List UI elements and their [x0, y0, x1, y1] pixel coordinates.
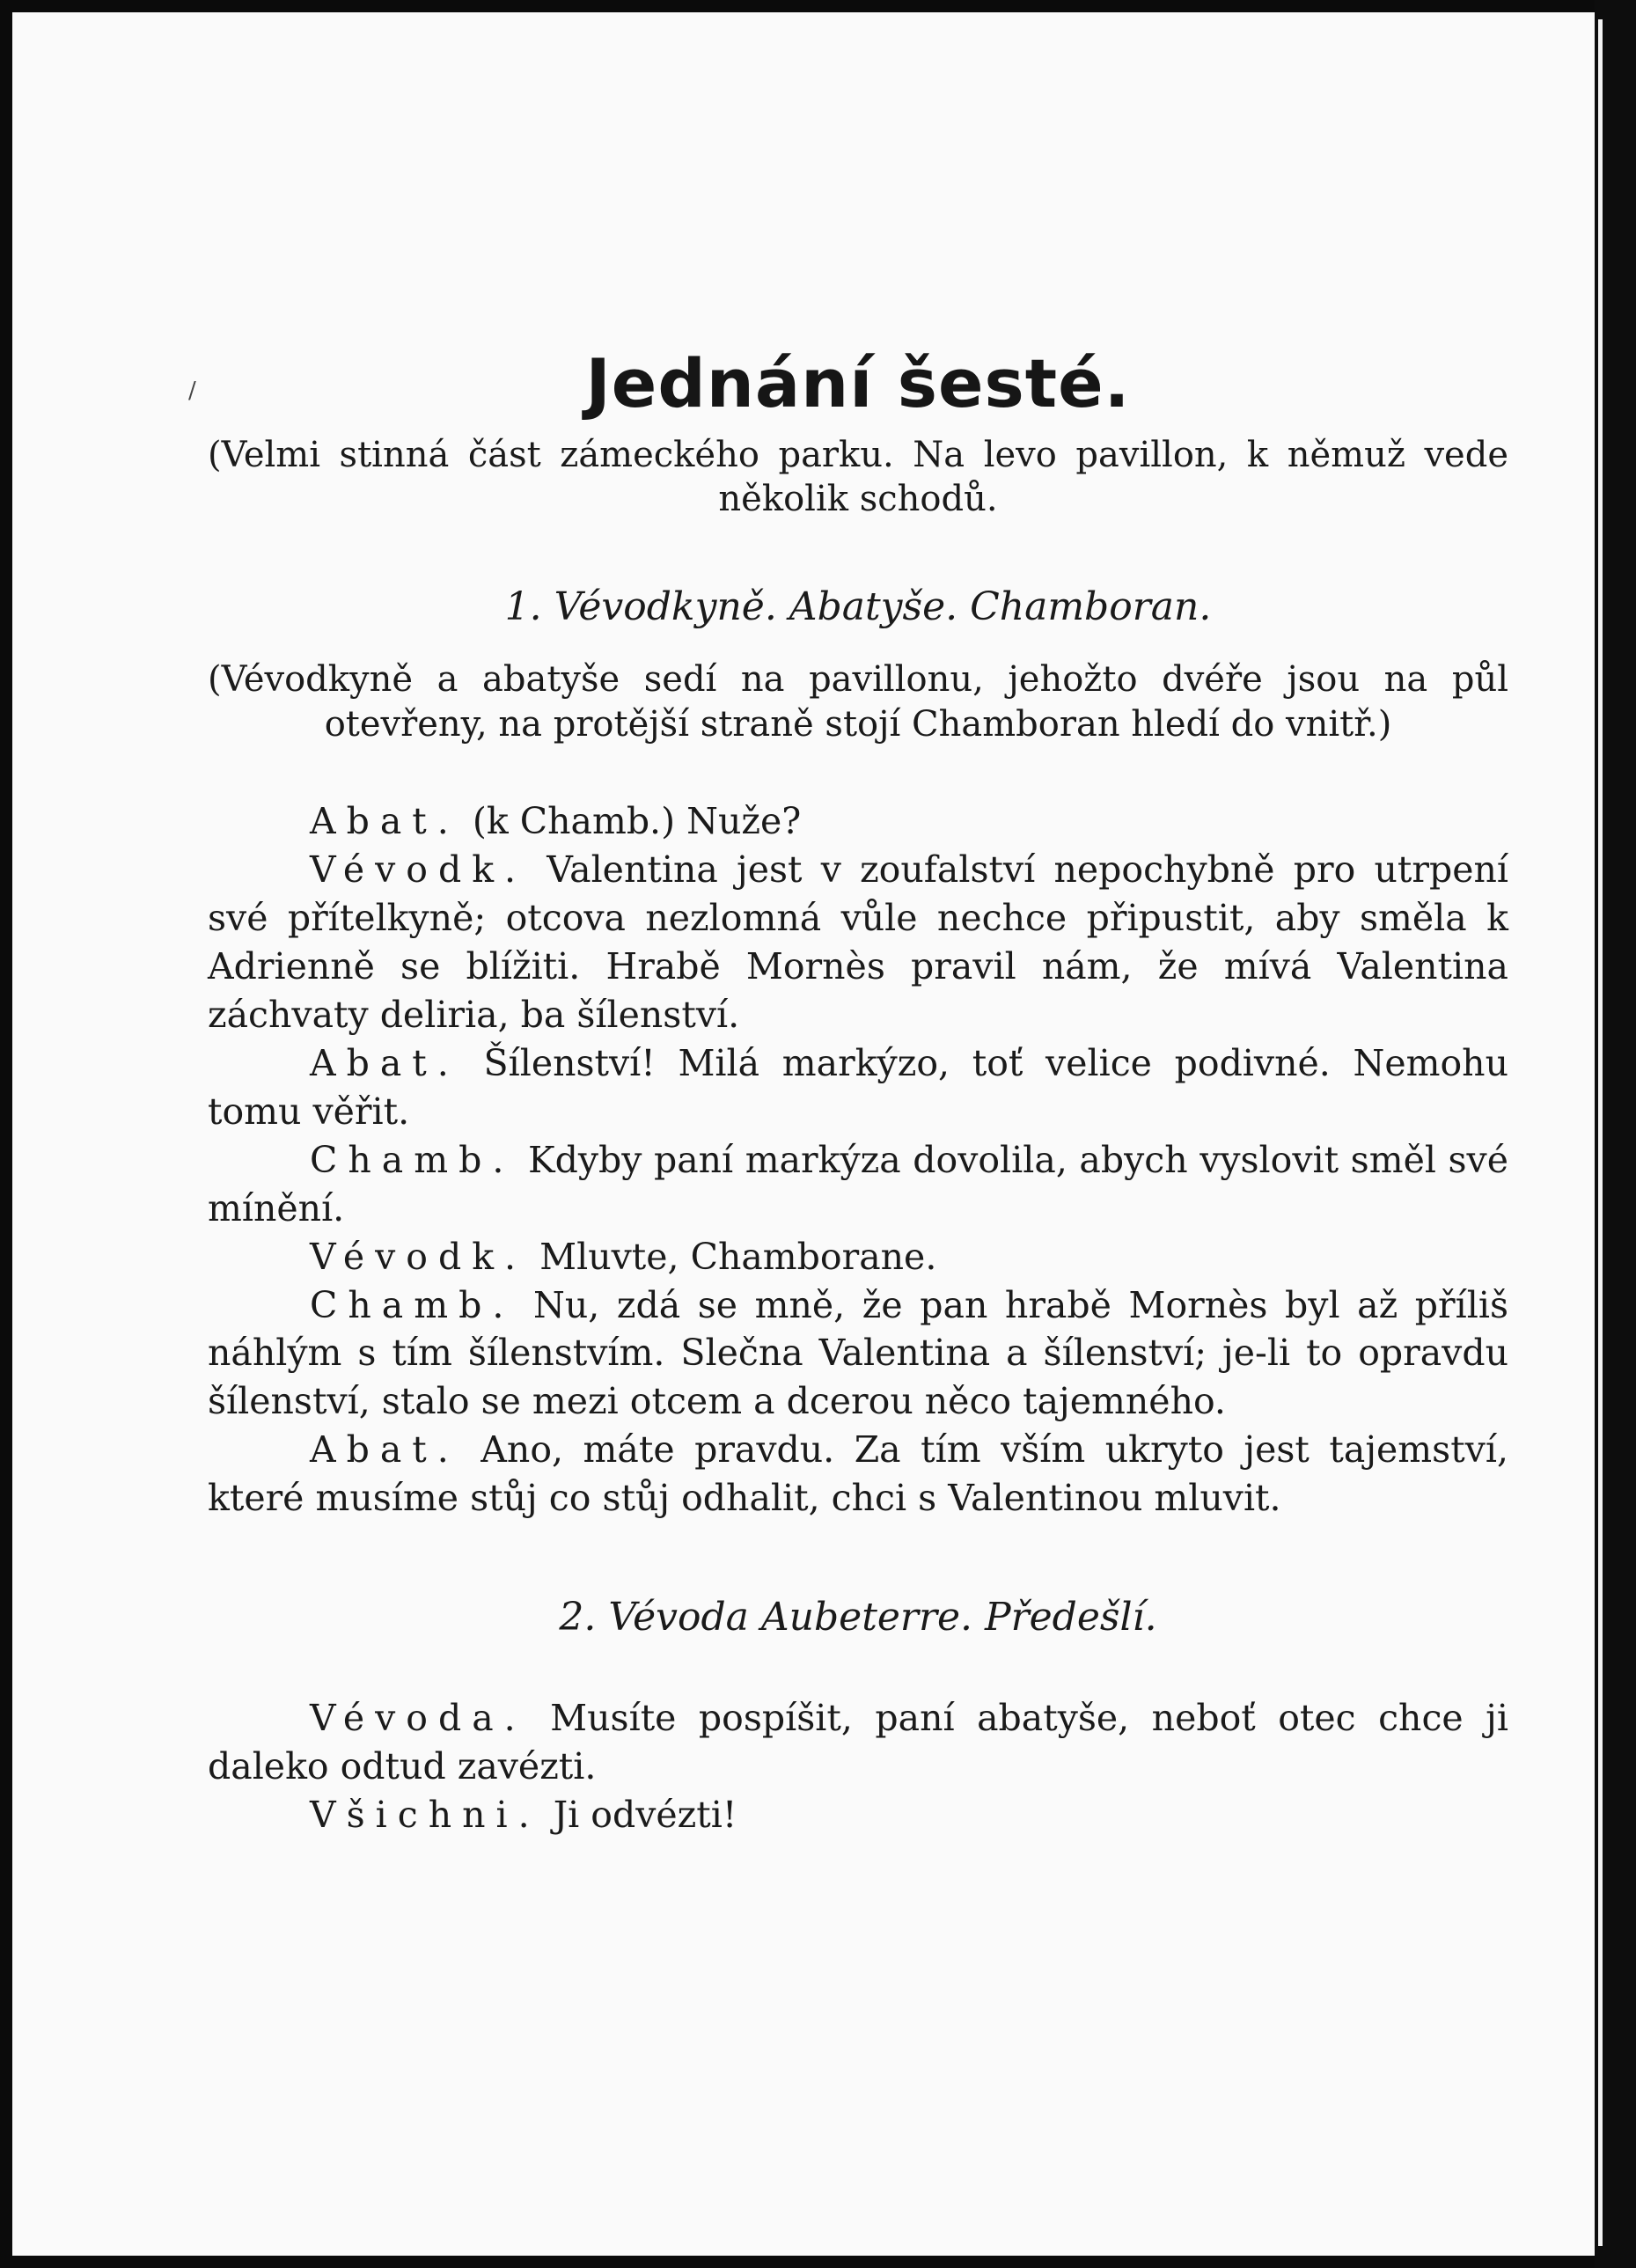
adjacent-page-edge [1598, 19, 1603, 2246]
dialogue-line [208, 1233, 1508, 1281]
speaker-name: Všichni. [310, 1794, 540, 1837]
line-text: Ano, máte pravdu. Za tím vším ukryto jest tajemství, které musíme stůj co stůj odhalit, chci s Valentinou mluvit. [208, 1428, 1508, 1520]
dialogue-line [208, 1136, 1508, 1233]
line-text: Ji odvézti! [541, 1794, 737, 1837]
stray-mark: / [188, 378, 196, 404]
line-text: Nu, zdá se mně, že pan hrabě Mornès byl až příliš náhlým s tím šílenstvím. Slečna Valentina a šílenství; je-li to opravdu šílenství, stalo se mezi otcem a dcerou něco tajemného. [208, 1283, 1508, 1423]
speaker-name: Abat. [310, 1041, 459, 1084]
book-page [12, 12, 1595, 2256]
speaker-name: Abat. [310, 800, 459, 843]
line-text: Mluvte, Chamborane. [528, 1235, 937, 1278]
line-text: Valentina jest v zoufalství nepochybně pro utrpení své přítelkyně; otcova nezlomná vůle nechce připustit, aby směla k Adrienně se blížiti. Hrabě Mornès pravil nám, že mívá Valentina záchvaty deliria, ba šílenství. [208, 848, 1508, 1036]
act-title: Jednání šesté. [585, 344, 1131, 422]
speaker-name: Vévodk. [310, 1235, 527, 1278]
opening-stage-direction: (Velmi stinná část zámeckého parku. Na levo pavillon, k němuž vede několik schodů. [208, 434, 1508, 519]
dialogue-line [208, 1791, 1508, 1839]
line-text: Musíte pospíšit, paní abatyše, neboť otec chce ji daleko odtud zavézti. [208, 1697, 1508, 1788]
dialogue-line [208, 846, 1508, 1039]
scene-1-dialogue [208, 797, 1508, 1523]
line-text: Šílenství! Milá markýzo, toť velice podivné. Nemohu tomu věřit. [208, 1041, 1508, 1133]
speaker-name: Chamb. [310, 1283, 515, 1326]
dialogue-line [208, 797, 1508, 846]
speaker-name: Vévodk. [310, 848, 527, 892]
line-text: (k Chamb.) Nuže? [460, 800, 802, 843]
dialogue-line [208, 1426, 1508, 1523]
speaker-name: Chamb. [310, 1138, 515, 1181]
scene-1-heading: 1. Vévodkyně. Abatyše. Chamboran. [504, 584, 1212, 630]
line-text: Kdyby paní markýza dovolila, abych vyslovit směl své mínění. [208, 1138, 1508, 1229]
page-content [208, 344, 1508, 1839]
speaker-name: Vévoda. [310, 1697, 526, 1740]
speaker-name: Abat. [310, 1428, 459, 1472]
scene-1-stage-direction: (Vévodkyně a abatyše sedí na pavillonu, jehožto dvéře jsou na půl otevřeny, na protější straně stojí Chamboran hledí do vnitř.) [208, 659, 1508, 745]
dialogue-line [208, 1039, 1508, 1136]
dialogue-line [208, 1281, 1508, 1427]
scene-2-heading: 2. Vévoda Aubeterre. Předešlí. [559, 1595, 1157, 1640]
dialogue-line [208, 1694, 1508, 1791]
scene-2-dialogue [208, 1694, 1508, 1839]
